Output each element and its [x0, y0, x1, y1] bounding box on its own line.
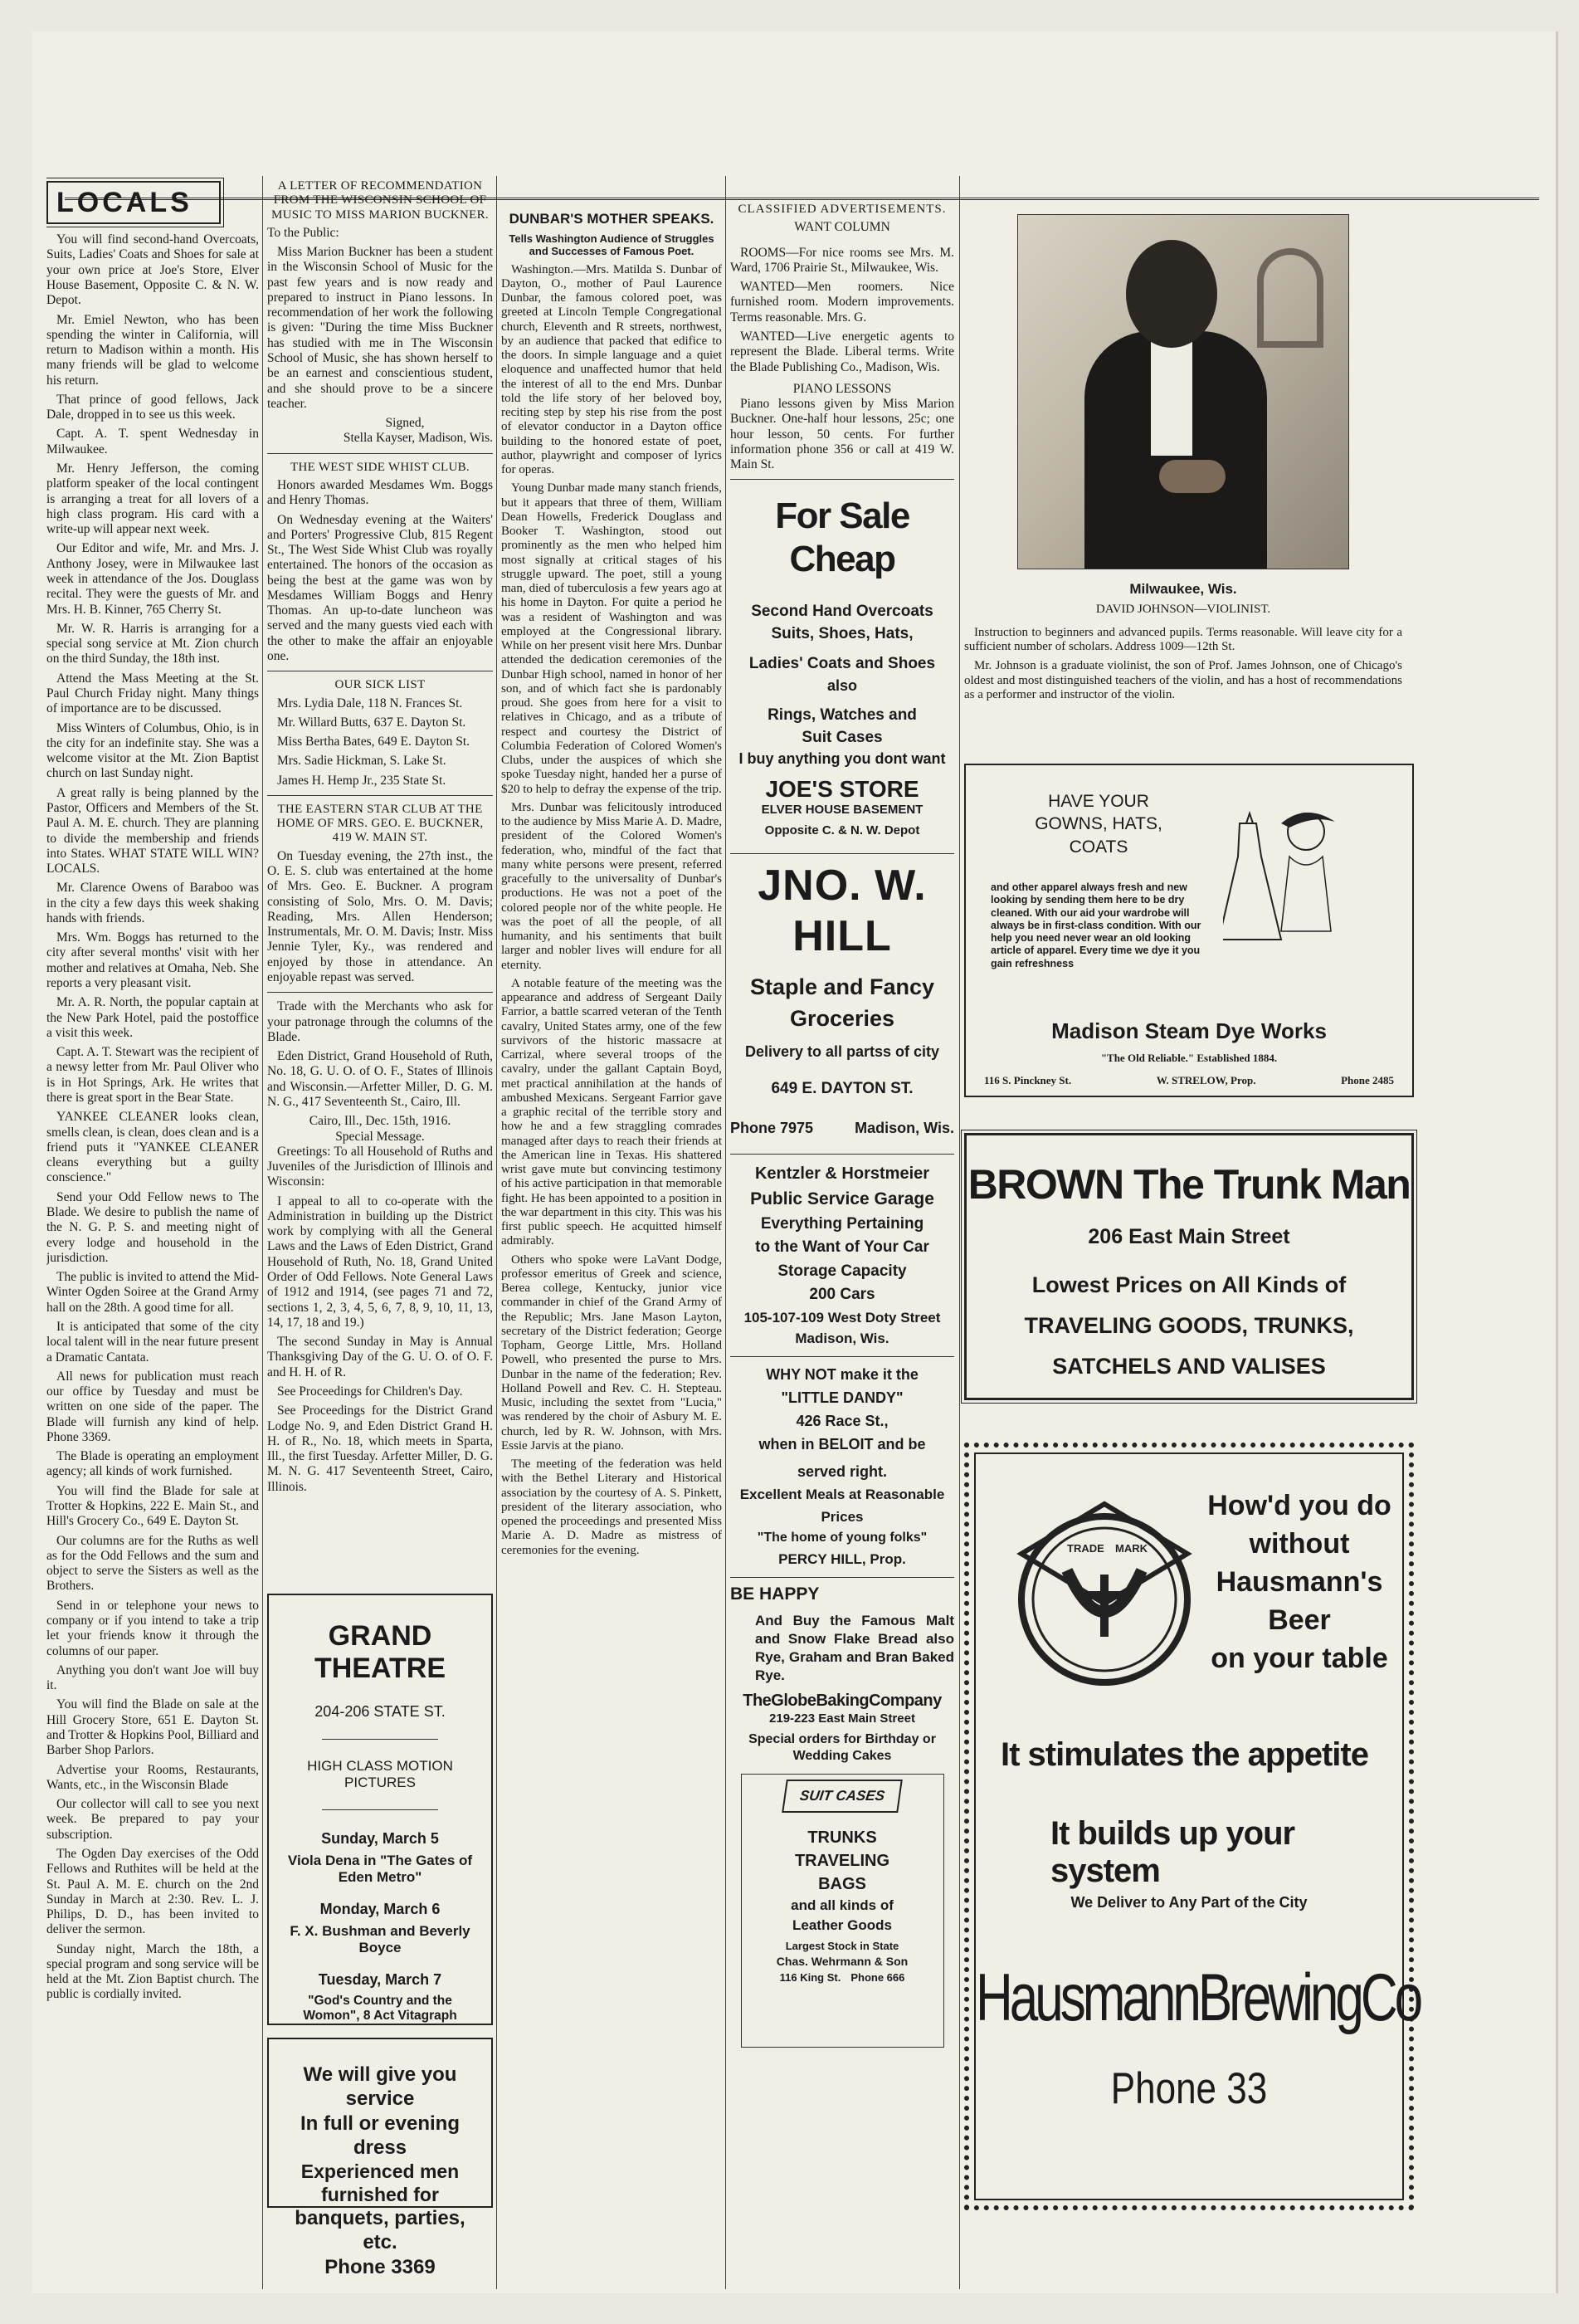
trunks-firm: Chas. Wehrmann & Son [776, 1954, 909, 1968]
dunbar-paragraph: Mrs. Dunbar was felicitously introduced to the audience by Miss Marie A. D. Madre, president of the Colored Women's federation, who, mindful of the fact that many white persons were present, referred gracefully to the universality of Dunbar's productions. He was not a poet of the colored people nor of the white people. He was the poet of all the people, of all humanity, and his sentiments that built larger and nobler lives will endure for all eternity. [501, 800, 722, 972]
show-feature: Viola Dena in "The Gates of Eden Metro" [287, 1853, 473, 1885]
locals-item: Mr. W. R. Harris is arranging for a special song service at Mt. Zion church on the third Sunday, the 18th inst. [46, 621, 259, 666]
dress-line: In full or evening dress [300, 2112, 460, 2159]
dye-slogan: "The Old Reliable." Established 1884. [1100, 1052, 1278, 1064]
classified-column [730, 174, 954, 2289]
hill-grocery-ad [730, 861, 954, 1137]
dunbar-subheadline: Tells Washington Audience of Struggles and Successes of Famous Poet. [509, 232, 714, 258]
locals-item: You will find the Blade for sale at Trotter & Hopkins, 222 E. Main St., and Hill's Grocery Co., 649 E. Dayton St. [46, 1483, 259, 1529]
locals-item: The Ogden Day exercises of the Odd Fellows and Ruthites will be held at the St. Paul A. M. E. church on the 2nd Sunday in March at 2:30. Rev. L. J. Philips, D. D., has been invited to deliver the sermon. [46, 1846, 259, 1937]
logo-trade-text: TRADE [1067, 1542, 1104, 1555]
dress-line: Experienced men furnished for [300, 2160, 460, 2206]
piano-lessons-headline: PIANO LESSONS [792, 381, 892, 396]
dress-service-ad [267, 2038, 493, 2278]
violinist-name: DAVID JOHNSON—VIOLINIST. [1095, 603, 1271, 617]
dye-name: Madison Steam Dye Works [1051, 1018, 1327, 1043]
dye-headline [982, 790, 1215, 858]
locals-item: The public is invited to attend the Mid-Winter Ogden Soiree at the Grand Army hall on the 28th. A good time for all. [46, 1270, 259, 1315]
trunks-ad [741, 1774, 944, 2048]
brown-title: BROWN The Trunk Man [967, 1161, 1411, 1208]
garage-line: 105-107-109 West Doty Street [743, 1309, 941, 1326]
violinist-paragraph: Mr. Johnson is a graduate violinist, the son of Prof. James Johnson, one of Chicago's oldest and most distinguished teachers of the violin, and has a host of recommendations as a performer and instructor of the violin. [964, 659, 1402, 702]
bakery-name: TheGlobeBakingCompany [743, 1692, 942, 1711]
show-feature: F. X. Bushman and Beverly Boyce [290, 1923, 470, 1955]
little-dandy-ad [730, 1364, 954, 1570]
violinist-caption: Milwaukee, Wis. [1129, 581, 1237, 597]
lodge-special-message: Special Message. [335, 1129, 425, 1144]
show-day: Tuesday, March 7 [318, 1971, 442, 1988]
trunks-line: BAGS [818, 1875, 866, 1894]
dye-address: 116 S. Pinckney St. [984, 1074, 1072, 1086]
brown-line: TRAVELING GOODS, TRUNKS, [1024, 1313, 1354, 1338]
figure-hands [1159, 460, 1226, 493]
column-two [267, 174, 493, 1585]
hill-city: Madison, Wis. [855, 1120, 954, 1137]
dye-headline-line: HAVE YOUR [1048, 792, 1149, 811]
hill-name: JNO. W. HILL [758, 862, 927, 961]
locals-item: All news for publication must reach our office by Tuesday and must be written on one side of the paper. The Blade will furnish any kind of help. Phone 3369. [46, 1369, 259, 1444]
beer-line: Hausmann's [1216, 1565, 1383, 1598]
locals-item: Our collector will call to see you next week. Be prepared to pay your subscription. [46, 1797, 259, 1842]
dandy-line: "LITTLE DANDY" [781, 1389, 904, 1406]
locals-item: Advertise your Rooms, Restaurants, Wants, etc., in the Wisconsin Blade [46, 1762, 259, 1792]
joes-line: Ladies' Coats and Shoes [748, 655, 936, 673]
brown-address: 206 East Main Street [1088, 1225, 1290, 1248]
dress-line: We will give you service [303, 2063, 457, 2111]
sick-list-item: Mrs. Lydia Dale, 118 N. Frances St. [277, 696, 463, 710]
locals-item: Attend the Mass Meeting at the St. Paul Church Friday night. Many things of importance are to be discussed. [46, 671, 259, 716]
separator [267, 795, 493, 796]
locals-item: Send your Odd Fellow news to The Blade. We desire to publish the name of the N. G. P. S. and meeting night of every lodge and household in the jurisdiction. [46, 1189, 259, 1265]
trunks-contact [742, 1970, 943, 1985]
bakery-address: 219-223 East Main Street [769, 1711, 915, 1726]
beer-deliver: We Deliver to Any Part of the City [1070, 1894, 1308, 1911]
dandy-line: when in BELOIT and be [758, 1435, 926, 1452]
classified-headline: CLASSIFIED ADVERTISEMENTS. [738, 203, 947, 216]
violinist-photo [1017, 214, 1349, 569]
dye-contact-row [984, 1074, 1394, 1087]
grand-theatre-title: GRAND THEATRE [314, 1620, 446, 1684]
suit-cases-label: SUIT CASES [782, 1780, 903, 1813]
chair-shape [1257, 248, 1323, 348]
garage-line: Storage Capacity [777, 1262, 907, 1280]
locals-item: Mr. Emiel Newton, who has been spending the winter in California, will return to Madison within a month. His many friends will be glad to welcome his return. [46, 312, 259, 388]
garage-line: Everything Pertaining [760, 1214, 924, 1233]
sick-list-item: James H. Hemp Jr., 235 State St. [277, 773, 446, 788]
beer-line: How'd you do [1207, 1490, 1391, 1521]
hill-phone: Phone 7975 [730, 1120, 814, 1137]
separator [730, 1577, 954, 1578]
beer-ad-inner [974, 1452, 1421, 2200]
trunks-line: Leather Goods [792, 1916, 892, 1933]
joes-basement: ELVER HOUSE BASEMENT [761, 802, 924, 817]
column-divider [959, 176, 960, 2289]
figure-shirt [1151, 339, 1192, 456]
locals-item: Capt. A. T. Stewart was the recipient of a newsy letter from Mr. Paul Oliver who is in Hot Springs, Ark. He writes that there is great sport in the Bear State. [46, 1045, 259, 1106]
locals-item: Our Editor and wife, Mr. and Mrs. J. Anthony Josey, were in Milwaukee last week in attendance of the Jos. Douglass recital. They were the guests of Mr. and Mrs. H. B. Kinner, 765 Cherry St. [46, 541, 259, 617]
beer-question [1200, 1487, 1399, 1677]
grand-theatre-tagline: HIGH CLASS MOTION PICTURES [307, 1758, 453, 1790]
trunks-line: TRUNKS [807, 1828, 877, 1848]
garage-line: Public Service Garage [750, 1189, 934, 1209]
hill-delivery: Delivery to all partss of city [744, 1043, 940, 1061]
beer-phone: Phone 33 [1110, 2064, 1268, 2113]
garage-line: 200 Cars [809, 1286, 875, 1304]
sick-list-item: Miss Bertha Bates, 649 E. Dayton St. [277, 735, 470, 749]
eastern-star-body: On Tuesday evening, the 27th inst., the O. E. S. club was entertained at the home of Mrs. Geo. E. Buckner. A program consisting of Solo, Mrs. O. M. Davis; Reading, Mrs. Allen Henderson; Instrumentals, Mr. O. M. Davis; Instr. Miss Jennie Tyler, Ky., was rendered and enjoyed by those in attendance. An enjoyable repast was served. [267, 848, 493, 984]
logo-mark-text: MARK [1115, 1542, 1148, 1555]
violinist-paragraph: Instruction to beginners and advanced pupils. Terms reasonable. Will leave city for a sufficient number of scholars. Address 1009—12th St. [964, 625, 1402, 654]
hill-phone-row [730, 1120, 954, 1137]
hill-line: Staple and Fancy [749, 974, 935, 999]
letter-headline: A LETTER OF RECOMMENDATION FROM THE WISCONSIN SCHOOL OF MUSIC TO MISS MARION BUCKNER. [271, 179, 489, 222]
separator [267, 453, 493, 454]
dye-phone: Phone 2485 [1341, 1074, 1394, 1086]
brown-line: Lowest Prices on All Kinds of [1031, 1272, 1347, 1297]
garage-ad [730, 1161, 954, 1350]
lodge-paragraph: The second Sunday in May is Annual Thanksgiving Day of the G. U. O. of O. F. and H. H. of R. [267, 1335, 493, 1379]
locals-title: LOCALS [56, 187, 193, 218]
letter-salutation: To the Public: [267, 225, 339, 240]
show-day: Monday, March 6 [319, 1901, 441, 1917]
garage-line: to the Want of Your Car [755, 1238, 929, 1257]
dunbar-paragraph: The meeting of the federation was held with the Bethel Literary and Historical association by the courtesy of A. S. Pinkett, president of the literary association, who opened the proceedings and presented Miss Marie A. D. Madre as mistress of ceremonies for the evening. [501, 1457, 722, 1557]
figure-head [1126, 240, 1217, 348]
whist-paragraph: Honors awarded Mesdames Wm. Boggs and Henry Thomas. [267, 477, 493, 508]
dress-line: banquets, parties, etc. [295, 2207, 465, 2254]
sick-list-item: Mrs. Sadie Hickman, S. Lake St. [277, 754, 446, 769]
trunks-lines [742, 1826, 943, 1985]
locals-item: That prince of good fellows, Jack Dale, dropped in to see us this week. [46, 392, 259, 422]
whist-headline: THE WEST SIDE WHIST CLUB. [290, 460, 470, 474]
joes-store-name: JOE'S STORE [765, 775, 919, 802]
violinist-section [964, 174, 1402, 755]
dandy-line: Excellent Meals at Reasonable Prices [739, 1487, 945, 1525]
eastern-star-headline: THE EASTERN STAR CLUB AT THE HOME OF MRS. GEO. E. BUCKNER, 419 W. MAIN ST. [276, 802, 484, 845]
joes-headline: For Sale Cheap [775, 496, 909, 580]
classified-item: WANTED—Live energetic agents to represent the Blade. Liberal terms. Write the Blade Publishing Co., Madison, Wis. [730, 329, 954, 374]
locals-column [46, 174, 259, 2295]
locals-item: It is anticipated that some of the city local talent will in the near future present a Dramatic Cantata. [46, 1319, 259, 1365]
joes-line: Suits, Shoes, Hats, [771, 624, 914, 642]
beer-builds: It builds up your system [1050, 1815, 1295, 1889]
show-feature: "God's Country and the Womon", 8 Act Vitagraph [303, 1994, 457, 2023]
trunks-line: TRAVELING [794, 1852, 890, 1871]
dandy-line: served right. [797, 1463, 888, 1481]
dunbar-column [501, 174, 722, 1577]
dye-headline-line: GOWNS, HATS, [1035, 814, 1162, 834]
sick-list-item: Mr. Willard Butts, 637 E. Dayton St. [277, 715, 466, 730]
separator [730, 853, 954, 854]
separator [730, 1154, 954, 1155]
column-divider [496, 176, 497, 2289]
show-day: Sunday, March 5 [321, 1830, 439, 1847]
joes-line: Second Hand Overcoats [751, 603, 933, 621]
joes-buy-line: I buy anything you dont want [738, 750, 946, 768]
hausmann-beer-ad [964, 1443, 1421, 2210]
dunbar-paragraph: Washington.—Mrs. Matilda S. Dunbar of Dayton, O., mother of Paul Laurence Dunbar, the famous colored poet, was greeted at Lincoln Temple Congregational church, Eleventh and R streets, northwest, by an audience that packed that edifice to the doors. In simple language and a quiet eloquence and unaffected humor that held the interest of all to the end Mrs. Dunbar told the life story of her beloved boy, reciting step by step his rise from the post of elevator conductor in a Dayton office building to the honored estate of poet, author, playwright and composer of lyrics for operas. [501, 262, 722, 477]
brown-line: SATCHELS AND VALISES [1052, 1354, 1326, 1379]
dandy-line: "The home of young folks" [757, 1530, 928, 1545]
locals-item: Capt. A. T. spent Wednesday in Milwaukee. [46, 427, 259, 456]
trunks-stock: Largest Stock in State [785, 1939, 899, 1952]
whist-paragraph: On Wednesday evening at the Waiters' and Porters' Progressive Club, 815 Regent St., The West Side Whist Club was royally entertained. The honors of the occasion as being the best at the game was won by Mesdames William Boggs and Henry Thomas. An up-to-date luncheon was served and the many guests vied each with the other to make the affair an enjoyable one. [267, 512, 493, 664]
joes-line: Suit Cases [802, 728, 883, 746]
lodge-paragraph: See Proceedings for Children's Day. [277, 1384, 463, 1399]
lodge-dateline: Cairo, Ill., Dec. 15th, 1916. [309, 1114, 451, 1129]
sick-list-headline: OUR SICK LIST [334, 678, 426, 692]
piano-lessons-body: Piano lessons given by Miss Marion Buckner. One-half hour lessons, 25c; one hour lesson, 50 cents. For further information phone 356 or call at 419 W. Main St. [730, 397, 954, 472]
garage-line: Madison, Wis. [795, 1330, 889, 1347]
trunks-line: and all kinds of [791, 1897, 894, 1914]
beer-line: without [1249, 1527, 1350, 1560]
locals-item: A great rally is being planned by the Pastor, Officers and Members of the St. Paul A. M. E. church. They are planning to divide the membership and friends into States. WHAT STATE WILL WIN? LOCALS. [46, 785, 259, 876]
column-divider [725, 176, 726, 2289]
bakery-ad [730, 1584, 954, 1765]
lodge-greeting: Greetings: To all Household of Ruths and Juveniles of the Jurisdiction of Illinois and Wisconsin: [267, 1144, 493, 1189]
dunbar-paragraph: Young Dunbar made many stanch friends, but it appears that three of them, William Dean Howells, Frederick Douglass and Booker T. Washington, stood out prominently as the men who helped him most signally at critical stages of his struggle upward. The poet, still a young man, died of tuberculosis a few years ago at his home in Dayton. For quite a period he was a resident of Washington and was employed at the Congressional library. While on her present visit here Mrs. Dunbar attended the dedication ceremonies of the Dunbar High school, named in honor of her son, and of which fact she is pardonably proud. She goes from here for a visit to relatives in Chicago, and as a tribute of respect and courtesy the District of Columbia Federation of Colored Women's Clubs, under the auspices of which she spoke Tuesday night, handed her a purse of $20 to help to defray the expense of the trip. [501, 481, 722, 796]
hill-address: 649 E. DAYTON ST. [771, 1079, 914, 1097]
trunks-phone: Phone 666 [850, 1970, 905, 1984]
brown-trunk-man-ad [964, 1133, 1414, 1400]
locals-list [46, 232, 259, 2003]
locals-item: The Blade is operating an employment agency; all kinds of work furnished. [46, 1449, 259, 1479]
locals-item: Miss Winters of Columbus, Ohio, is in the city for an indefinite stay. She was a welcome visitor at the Mt. Zion Baptist church on last Sunday night. [46, 720, 259, 781]
beer-line: on your table [1211, 1642, 1388, 1674]
separator [322, 1809, 438, 1810]
beer-brand: HausmannBrewingCo [976, 1960, 1421, 2036]
grand-theatre-address: 204-206 STATE ST. [314, 1703, 446, 1720]
dye-works-ad [964, 764, 1414, 1097]
locals-item: Our columns are for the Ruths as well as for the Odd Fellows and the sum and object to serve the Sisters as well as the Brothers. [46, 1533, 259, 1594]
letter-body: Miss Marion Buckner has been a student in the Wisconsin School of Music for the past few years and is now ready and prepared to instruct in Piano lessons. In recommendation of her work the following is given: "During the time Miss Buckner has studied with me in The Wisconsin School of Music, she has shown herself to be an earnest and conscientious student, and she should prove to be a sincere teacher. [267, 245, 493, 411]
dunbar-paragraph: Others who spoke were LaVant Dodge, professor emeritus of Greek and science, Berea college, Kentucky, junior vice commander in chief of the Grand Army of the Republic; Mrs. Jane Mason Layton, secretary of the District federation; George Topham, George Little, Mrs. Holland Powell, who presented the purse to Mrs. Dunbar in the name of the federation; Rev. Holland Powell and Rev. C. H. Stepteau. Music, including the sextet from "Lucia," was rendered by the choir of Asbury M. E. church, led by R. W. Johnson, with Mrs. Essie Jarvis at the piano. [501, 1252, 722, 1452]
locals-item: Send in or telephone your news to company or if you intend to take a trip let your friends know it through the columns of our paper. [46, 1598, 259, 1658]
dunbar-paragraph: A notable feature of the meeting was the appearance and address of Sergeant Daily Farrior, a battle scarred veteran of the Tenth cavalry, United States army, one of the few survivors of the historic massacre at Carrizal, where several troops of the cavalry, under the gallant Captain Boyd, met practical annihilation at the hands of ambushed Mexicans. Sergeant Farrior gave a graphic recital of the terrible story and how he and a few straggling comrades managed after days to reach their friends at the American line in Texas. His shattered wrist gave mute but convincing testimony of his active participation in that memorable fight. He has been appointed to a position in the war department in this city. This was his first public speech. He acquitted himself admirably. [501, 976, 722, 1248]
locals-item: YANKEE CLEANER looks clean, smells clean, is clean, does clean and is a friend puts it "YANKEE CLEANER cleans everything but a guilty conscience." [46, 1110, 259, 1185]
joes-line: Rings, Watches and [768, 706, 917, 725]
dye-body: and other apparel always fresh and new looking by sending them here to be dry cleaned. With our aid your wardrobe will always be in first-class condition. With our help you need never wear an old looking article of apparel. Every time we dye it you gain refreshness [991, 881, 1201, 969]
locals-item: Mr. A. R. North, the popular captain at the New Park Hotel, paid the postoffice a visit this week. [46, 995, 259, 1040]
locals-item: Mr. Henry Jefferson, the coming platform speaker of the local contingent is arranging a treat for all lovers of a high class program. His card with a write-up will appear next week. [46, 461, 259, 537]
locals-item: Anything you don't want Joe will buy it. [46, 1662, 259, 1693]
gown-illustration-icon [1223, 798, 1339, 948]
classified-item: WANTED—Men roomers. Nice furnished room. Modern improvements. Terms reasonable. Mrs. G. [730, 280, 954, 325]
dandy-line: PERCY HILL, Prop. [778, 1550, 906, 1567]
dye-prop: W. STRELOW, Prop. [1156, 1074, 1256, 1086]
want-column-headline: WANT COLUMN [794, 220, 890, 235]
classified-item: ROOMS—For nice rooms see Mrs. M. Ward, 1706 Prairie St., Milwaukee, Wis. [730, 245, 954, 275]
separator [730, 1356, 954, 1357]
grand-theatre-ad [267, 1594, 493, 2025]
dunbar-headline: DUNBAR'S MOTHER SPEAKS. [509, 211, 714, 227]
separator [267, 992, 493, 993]
joes-line: also [826, 677, 858, 695]
lodge-paragraph: I appeal to all to co-operate with the Administration in building up the District work by complying with all the General Laws and the Laws of Eden District, Grand Household of Ruth, No. 18, Grand United Order of Odd Fellows. Note General Laws of 1912 and 1914, (see pages 71 and 72, sections 1, 2, 3, 4, 5, 6, 7, 8, 9, 10, 11, 13, 14, 17, 18 and 19.) [267, 1194, 493, 1330]
lodge-paragraph: See Proceedings for the District Grand Lodge No. 9, and Eden District Grand H. H. of R., No. 18, which meets in Sparta, Ill., the first Tuesday. Arfetter Miller, D. G. M. N. G. 417 Seventeenth Street, Cairo, Illinois. [267, 1404, 493, 1494]
dandy-line: 426 Race St., [796, 1412, 889, 1429]
bakery-body: And Buy the Famous Malt and Snow Flake Bread also Rye, Graham and Bran Baked Rye. [755, 1612, 954, 1684]
column-divider [262, 176, 263, 2289]
letter-signer: Stella Kayser, Madison, Wis. [343, 431, 493, 446]
joes-store-ad [730, 486, 954, 847]
hill-line: Groceries [789, 1005, 895, 1031]
separator [322, 1739, 438, 1740]
locals-item: You will find second-hand Overcoats, Suits, Ladies' Coats and Shoes for sale at your own price at Joe's Store, Elver House Basement, Opposite C. & N. W. Depot. [46, 232, 259, 308]
bakery-special: Special orders for Birthday or Wedding Cakes [748, 1731, 936, 1764]
trunks-address: 116 King St. [779, 1970, 841, 1984]
joes-opposite: Opposite C. & N. W. Depot [764, 823, 920, 838]
locals-item: Mrs. Wm. Boggs has returned to the city after several months' visit with her mother and relatives at Omaha, Neb. She reports a very pleasant visit. [46, 930, 259, 991]
separator [730, 479, 954, 480]
dandy-line: WHY NOT make it the [766, 1365, 919, 1383]
hausmann-trade-mark-logo [1009, 1496, 1200, 1687]
beer-line: Beer [1268, 1604, 1331, 1636]
locals-item: You will find the Blade on sale at the Hill Grocery Store, 651 E. Dayton St. and Trotter & Hopkins Pool, Billiard and Barber Shop Parlors. [46, 1697, 259, 1758]
dress-line: Phone 3369 [324, 2255, 436, 2278]
locals-heading-box [46, 181, 221, 224]
dye-headline-line: COATS [1069, 837, 1128, 857]
bakery-title: BE HAPPY [730, 1584, 820, 1604]
garage-line: Kentzler & Horstmeier [754, 1164, 930, 1184]
lodge-notice: Eden District, Grand Household of Ruth, No. 18, G. U. O. of O. F., States of Illinois and Wisconsin.—Arfetter Miller, D. G. M. N. G., 417 Seventeenth St., Cairo, Ill. [267, 1049, 493, 1109]
locals-item: Sunday night, March the 18th, a special program and song service will be held at the Mt. Zion Baptist church. The public is cordially invited. [46, 1941, 259, 2002]
beer-stimulates: It stimulates the appetite [1001, 1736, 1368, 1773]
letter-signed: Signed, [385, 416, 425, 431]
locals-item: Mr. Clarence Owens of Baraboo was in the city a few days this week shaking hands with friends. [46, 881, 259, 925]
trade-notice: Trade with the Merchants who ask for your patronage through the columns of the Blade. [267, 999, 493, 1044]
